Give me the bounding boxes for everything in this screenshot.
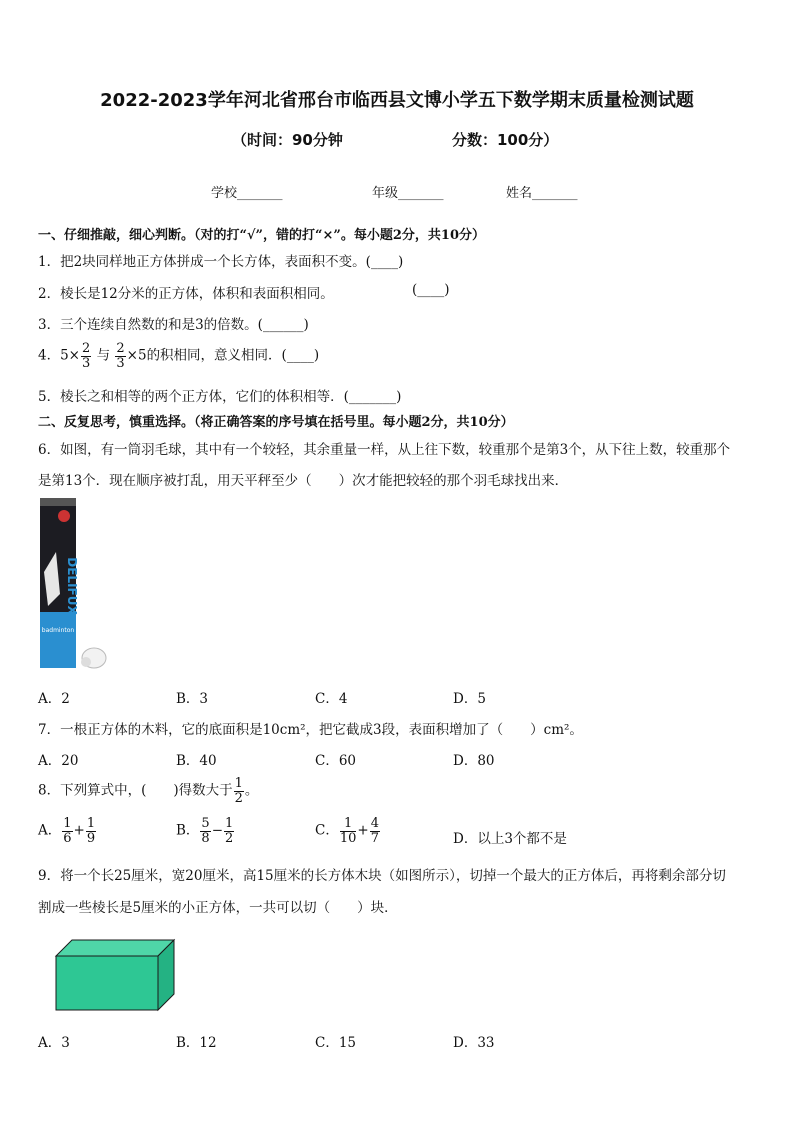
q8-c-f2-den: 7 xyxy=(370,830,379,846)
q8-option-b[interactable] xyxy=(176,817,235,845)
q8-c-f2-num: 4 xyxy=(370,816,379,831)
q4-fraction-2 xyxy=(115,342,125,370)
question-8 xyxy=(38,777,258,805)
q8-suffix: 。 xyxy=(244,782,259,799)
question-5: 5．棱长之和相等的两个正方体，它们的体积相等．(_______) xyxy=(38,389,402,405)
question-2: 2．棱长是12分米的正方体，体积和表面积相同。 xyxy=(38,286,334,302)
question-1: 1．把2块同样地正方体拼成一个长方体，表面积不变。(____) xyxy=(38,254,404,270)
q8-b-f2-den: 2 xyxy=(225,830,234,846)
exam-score: 分数：100分） xyxy=(452,131,559,149)
cuboid-figure xyxy=(54,938,178,1012)
q8-a-op: + xyxy=(73,822,85,839)
q8-b-f1-num: 5 xyxy=(201,816,210,831)
page-title: 2022-2023学年河北省邢台市临西县文博小学五下数学期末质量检测试题 xyxy=(100,90,694,111)
q6-option-d[interactable]: D．5 xyxy=(453,691,486,707)
q8-b-frac1 xyxy=(200,817,210,845)
q8-a-f1-num: 1 xyxy=(63,816,72,831)
grade-field: 年级_______ xyxy=(372,186,444,201)
cuboid-front-face xyxy=(56,956,158,1010)
q4-f1-num: 2 xyxy=(82,341,91,356)
tube-brand-text: DELIFUX xyxy=(65,557,79,615)
q4-mid: 与 xyxy=(96,347,111,364)
section2-heading: 二、反复思考，慎重选择。（将正确答案的序号填在括号里。每小题2分，共10分） xyxy=(38,415,514,430)
question-3: 3．三个连续自然数的和是3的倍数。(______) xyxy=(38,317,309,333)
q8-b-frac2 xyxy=(224,817,234,845)
q8-a-f2-den: 9 xyxy=(86,830,96,846)
q8-b-f2-num: 1 xyxy=(225,816,234,831)
shuttlecock-cork xyxy=(81,657,91,667)
name-field: 姓名_______ xyxy=(506,186,578,201)
q4-prefix: 4．5× xyxy=(38,347,80,364)
badminton-tube-image xyxy=(34,494,110,676)
q9-option-c[interactable]: C．15 xyxy=(315,1035,357,1051)
section1-heading: 一、仔细推敲，细心判断。（对的打“√”，错的打“×”。每小题2分，共10分） xyxy=(38,228,485,243)
q8-b-op: − xyxy=(211,822,224,839)
q4-suffix: 的积相同，意义相同．(____) xyxy=(146,347,320,364)
q8-a-f1-den: 6 xyxy=(63,830,72,846)
q8-a-f2-num: 1 xyxy=(86,816,96,831)
q7-option-a[interactable]: A．20 xyxy=(38,753,79,769)
q9-option-d[interactable]: D．33 xyxy=(453,1035,495,1051)
tube-logo xyxy=(58,510,70,522)
question-4 xyxy=(38,342,319,370)
tube-cap xyxy=(40,498,76,506)
q8-c-op: + xyxy=(357,822,369,839)
q6-option-c[interactable]: C．4 xyxy=(315,691,348,707)
question-9-line2: 割成一些棱长是5厘米的小正方体，一共可以切（ ）块． xyxy=(38,900,398,916)
q8-c-f1-num: 1 xyxy=(340,817,357,832)
q4-f2-num: 2 xyxy=(116,341,125,356)
q8-prefix: 8．下列算式中，( )得数大于 xyxy=(38,782,233,799)
q6-option-b[interactable]: B．3 xyxy=(176,691,209,707)
question-6-line1: 6．如图，有一筒羽毛球，其中有一个较轻，其余重量一样，从上往下数，较重那个是第3个，从下往上数，较重那个 xyxy=(38,442,731,458)
q8-c-f1-den: 10 xyxy=(339,830,357,846)
q7-option-c[interactable]: C．60 xyxy=(315,753,357,769)
q8-c-frac1 xyxy=(340,817,357,845)
q7-option-d[interactable]: D．80 xyxy=(453,753,495,769)
q8-b-label: B． xyxy=(176,822,200,839)
q4-times5: ×5 xyxy=(126,347,147,364)
cuboid-top-face xyxy=(56,940,174,956)
q9-option-b[interactable]: B．12 xyxy=(176,1035,217,1051)
q8-a-label: A． xyxy=(38,822,62,839)
q9-option-a[interactable]: A．3 xyxy=(38,1035,70,1051)
q8-a-frac1 xyxy=(62,817,72,845)
q6-option-a[interactable]: A．2 xyxy=(38,691,70,707)
q8-frac-num: 1 xyxy=(234,776,243,791)
q8-b-f1-den: 8 xyxy=(201,830,210,846)
school-field: 学校_______ xyxy=(211,186,283,201)
q8-option-a[interactable] xyxy=(38,817,97,845)
question-6-line2: 是第13个．现在顺序被打乱，用天平秤至少（ ）次才能把较轻的那个羽毛球找出来． xyxy=(38,473,569,489)
q7-option-b[interactable]: B．40 xyxy=(176,753,217,769)
q4-fraction-1 xyxy=(81,342,91,370)
q8-fraction xyxy=(234,777,244,805)
exam-time: （时间：90分钟 xyxy=(232,131,343,149)
q8-c-frac2 xyxy=(370,817,380,845)
q8-option-d[interactable]: D．以上3个都不是 xyxy=(453,831,567,847)
tube-blue-band xyxy=(40,612,76,668)
question-9-line1: 9．将一个长25厘米，宽20厘米，高15厘米的长方体木块（如图所示），切掉一个最大的正方体后，再将剩余部分切 xyxy=(38,868,726,884)
q8-c-label: C． xyxy=(315,822,339,839)
q4-f1-den: 3 xyxy=(82,355,91,371)
q4-f2-den: 3 xyxy=(116,355,125,371)
q8-option-c[interactable] xyxy=(315,817,381,845)
q8-a-frac2 xyxy=(86,817,96,845)
question-7: 7．一根正方体的木料，它的底面积是10cm²，把它截成3段，表面积增加了（ ）cm²。 xyxy=(38,722,583,738)
question-2-paren: (____) xyxy=(412,282,450,298)
q8-frac-den: 2 xyxy=(234,790,243,806)
tube-badminton-text: badminton xyxy=(41,627,75,634)
